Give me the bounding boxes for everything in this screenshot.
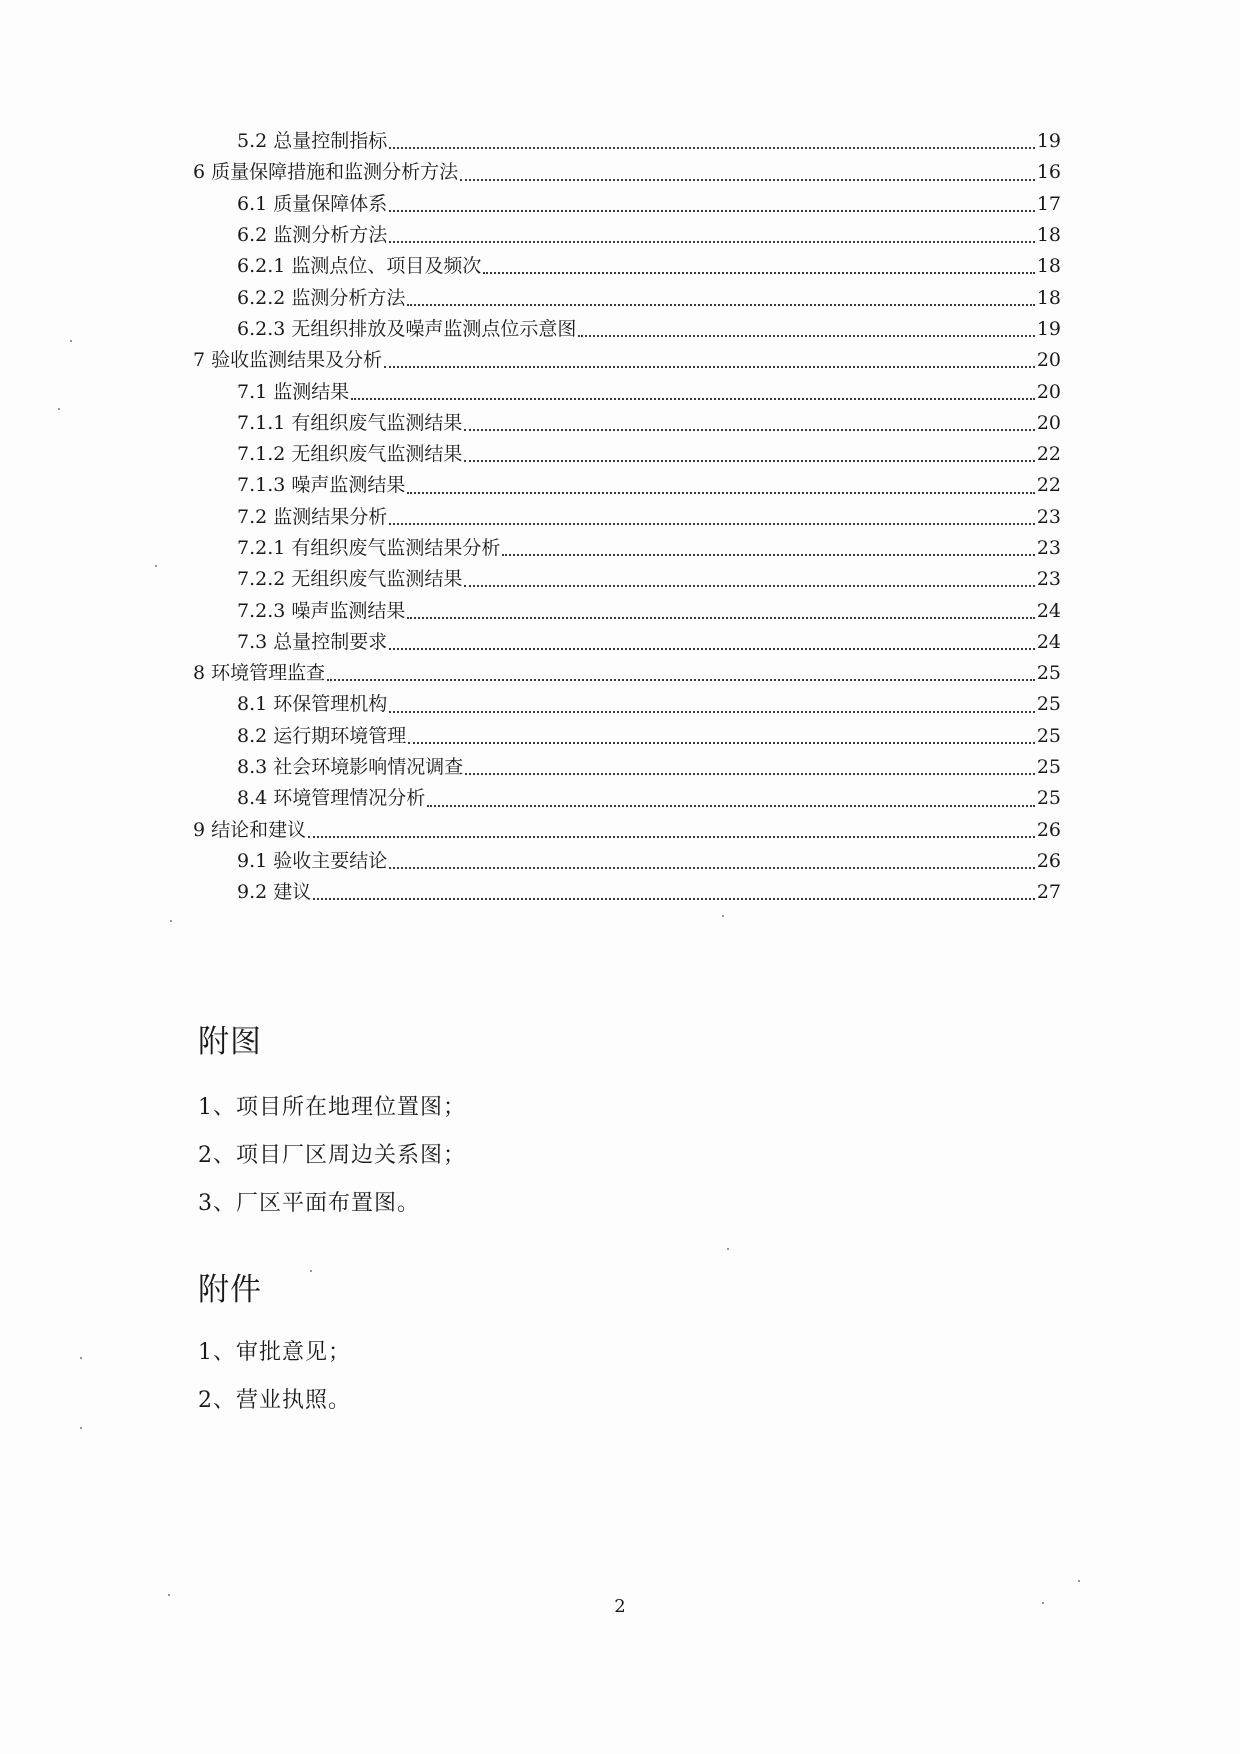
toc-entry-title: 9 结论和建议	[193, 818, 307, 841]
toc-entry-page: 23	[1036, 537, 1061, 559]
toc-entry-title: 8.4 环境管理情况分析	[237, 787, 426, 810]
toc-entry	[193, 376, 1061, 407]
toc-entry	[193, 502, 1061, 533]
toc-dot-leader	[407, 616, 1034, 619]
toc-dot-leader	[408, 741, 1035, 744]
toc-entry-page: 25	[1036, 724, 1061, 747]
toc-dot-leader	[384, 365, 1035, 368]
figures-list-item: 1、项目所在地理位置图；	[198, 1095, 466, 1120]
figures-list-item: 2、项目厂区周边关系图；	[198, 1143, 466, 1168]
toc-dot-leader	[308, 835, 1035, 838]
toc-dot-leader	[389, 209, 1035, 212]
toc-entry-page: 22	[1036, 474, 1061, 497]
toc-entry-page: 25	[1036, 662, 1061, 685]
toc-entry-title: 7.3 总量控制要求	[237, 630, 388, 653]
toc-dot-leader	[483, 271, 1034, 274]
toc-dot-leader	[427, 804, 1035, 807]
attachments-list	[198, 1329, 351, 1425]
toc-entry-page: 18	[1036, 255, 1061, 278]
scan-speck	[727, 1248, 729, 1250]
scan-speck	[70, 340, 72, 342]
toc-dot-leader	[389, 240, 1035, 243]
toc-entry-title: 6.1 质量保障体系	[237, 192, 388, 215]
toc-dot-leader	[407, 303, 1034, 306]
toc-entry	[193, 689, 1061, 720]
toc-entry-title: 6.2.2 监测分析方法	[237, 286, 406, 309]
toc-dot-leader	[389, 710, 1035, 713]
toc-dot-leader	[389, 146, 1035, 149]
toc-entry-page: 25	[1036, 756, 1061, 779]
toc-entry	[193, 439, 1061, 470]
toc-entry-page: 24	[1036, 630, 1061, 653]
toc-entry	[193, 627, 1061, 658]
toc-entry-title: 7.1.1 有组织废气监测结果	[237, 411, 463, 434]
toc-entry-page: 18	[1036, 286, 1061, 309]
toc-dot-leader	[464, 459, 1034, 462]
toc-dot-leader	[502, 553, 1034, 556]
toc-entry-title: 7.1.2 无组织废气监测结果	[237, 443, 463, 466]
toc-entry	[193, 314, 1061, 345]
page-number: 2	[614, 1596, 626, 1617]
toc-entry	[193, 220, 1061, 251]
toc-entry-page: 23	[1036, 568, 1061, 591]
toc-entry	[193, 783, 1061, 814]
toc-dot-leader	[407, 491, 1034, 494]
toc-dot-leader	[327, 678, 1035, 681]
toc-dot-leader	[578, 334, 1034, 337]
toc-entry-page: 20	[1036, 411, 1061, 434]
toc-entry-title: 8.1 环保管理机构	[237, 693, 388, 716]
toc-dot-leader	[460, 178, 1035, 181]
toc-entry	[193, 282, 1061, 313]
toc-entry-title: 7.2.3 噪声监测结果	[237, 599, 406, 622]
scan-speck	[310, 1270, 312, 1272]
toc-dot-leader	[351, 397, 1035, 400]
toc-entry-title: 8.3 社会环境影响情况调查	[237, 756, 464, 779]
scan-speck	[58, 408, 60, 410]
toc-entry	[193, 721, 1061, 752]
toc-dot-leader	[464, 584, 1034, 587]
toc-entry	[193, 533, 1061, 564]
toc-entry	[193, 752, 1061, 783]
toc-entry-page: 27	[1036, 881, 1061, 904]
toc-entry-page: 19	[1036, 130, 1061, 153]
scan-speck	[170, 920, 172, 922]
figures-list-item: 3、厂区平面布置图。	[198, 1191, 420, 1216]
toc-dot-leader	[389, 647, 1035, 650]
toc-entry-title: 7.2.2 无组织废气监测结果	[237, 568, 463, 591]
scan-speck	[155, 565, 157, 567]
toc-dot-leader	[464, 428, 1034, 431]
scan-speck	[1078, 1580, 1080, 1582]
toc-entry-title: 7 验收监测结果及分析	[193, 349, 383, 372]
toc-entry-page: 25	[1036, 787, 1061, 810]
toc-entry-page: 17	[1036, 192, 1061, 215]
toc-entry-page: 22	[1036, 443, 1061, 466]
toc-entry-page: 18	[1036, 224, 1061, 247]
toc-entry-page: 16	[1036, 161, 1061, 184]
toc-dot-leader	[313, 897, 1035, 900]
toc-entry-page: 23	[1036, 505, 1061, 528]
toc-entry-title: 7.1 监测结果	[237, 380, 350, 403]
figures-heading: 附图	[198, 1024, 262, 1060]
attachments-list-item: 1、审批意见；	[198, 1340, 351, 1365]
scan-speck	[80, 1427, 82, 1429]
toc-entry-title: 6.2.3 无组织排放及噪声监测点位示意图	[237, 317, 577, 340]
toc-entry	[193, 126, 1061, 157]
toc-entry-title: 7.2.1 有组织废气监测结果分析	[237, 537, 501, 559]
toc-entry-title: 7.1.3 噪声监测结果	[237, 474, 406, 497]
toc-entry	[193, 251, 1061, 282]
toc-entry-title: 5.2 总量控制指标	[237, 130, 388, 153]
toc-entry-page: 24	[1036, 599, 1061, 622]
toc-entry	[193, 595, 1061, 626]
table-of-contents	[193, 126, 1061, 908]
toc-entry-title: 8 环境管理监查	[193, 662, 326, 685]
scan-speck	[1042, 1602, 1044, 1604]
toc-entry	[193, 846, 1061, 877]
toc-entry	[193, 877, 1061, 908]
toc-entry	[193, 658, 1061, 689]
toc-entry-title: 8.2 运行期环境管理	[237, 724, 407, 747]
toc-entry	[193, 815, 1061, 846]
toc-dot-leader	[389, 522, 1035, 525]
attachments-list-item: 2、营业执照。	[198, 1388, 351, 1413]
toc-entry	[193, 345, 1061, 376]
toc-entry-title: 6.2 监测分析方法	[237, 224, 388, 247]
toc-entry-page: 20	[1036, 349, 1061, 372]
toc-entry	[193, 564, 1061, 595]
scan-speck	[722, 915, 724, 917]
toc-entry-page: 26	[1036, 818, 1061, 841]
toc-entry	[193, 470, 1061, 501]
toc-entry-title: 9.2 建议	[237, 881, 312, 904]
attachments-heading: 附件	[198, 1272, 262, 1308]
toc-dot-leader	[389, 866, 1035, 869]
scan-speck	[80, 1357, 82, 1359]
toc-entry	[193, 157, 1061, 188]
toc-entry-page: 26	[1036, 849, 1061, 872]
scan-speck	[168, 1594, 170, 1596]
toc-dot-leader	[465, 772, 1035, 775]
toc-entry-title: 6 质量保障措施和监测分析方法	[193, 161, 459, 184]
toc-entry-page: 20	[1036, 380, 1061, 403]
toc-entry	[193, 189, 1061, 220]
figures-list	[198, 1084, 466, 1228]
toc-entry-page: 25	[1036, 693, 1061, 716]
toc-entry-title: 7.2 监测结果分析	[237, 505, 388, 528]
toc-entry-title: 9.1 验收主要结论	[237, 849, 388, 872]
toc-entry-page: 19	[1036, 317, 1061, 340]
toc-entry	[193, 408, 1061, 439]
toc-entry-title: 6.2.1 监测点位、项目及频次	[237, 255, 482, 278]
